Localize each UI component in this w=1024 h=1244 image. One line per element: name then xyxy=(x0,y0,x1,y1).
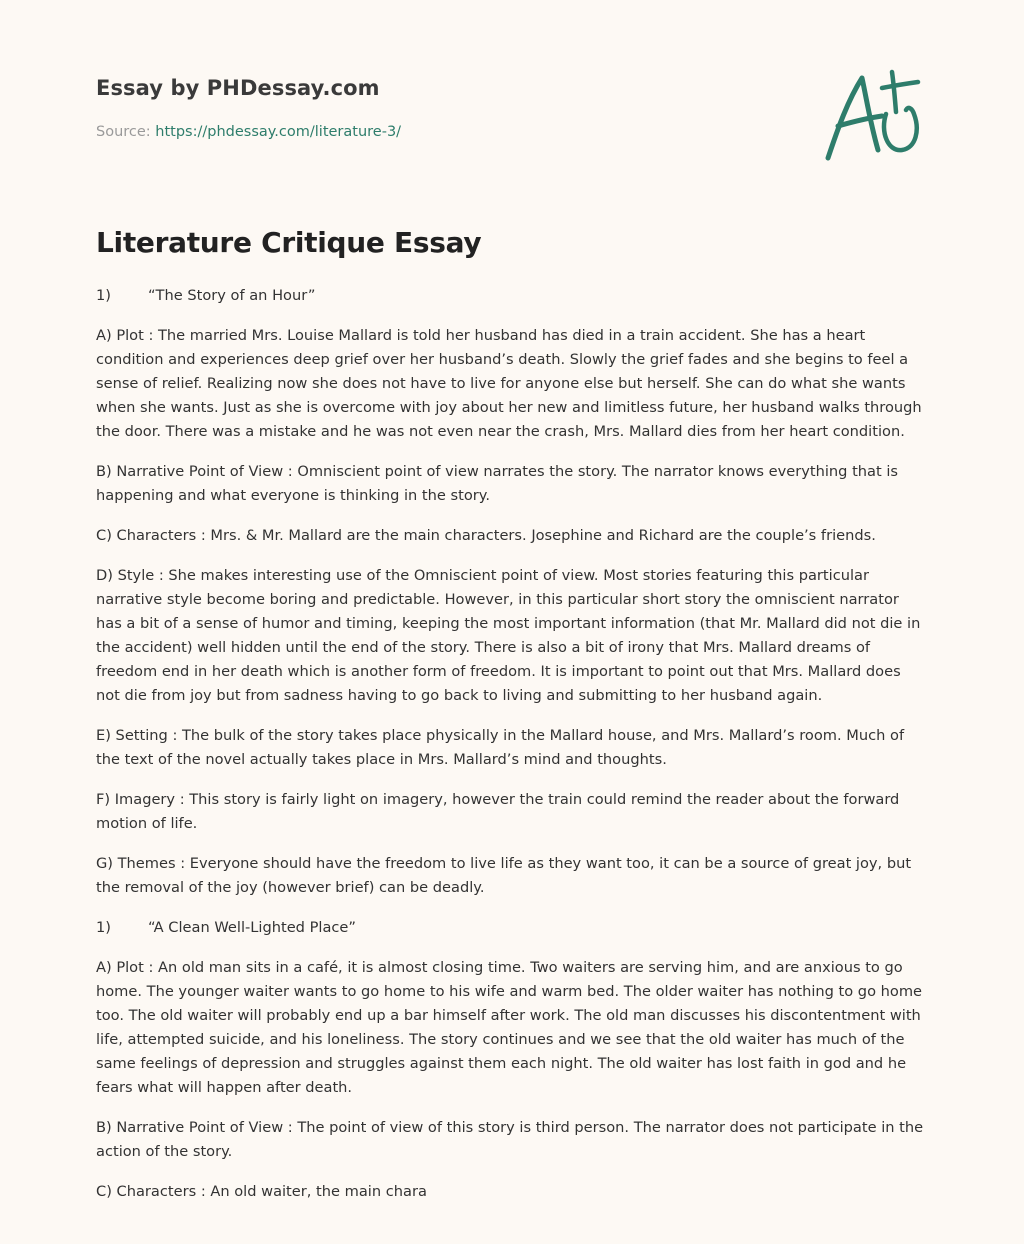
section-heading: 1) “A Clean Well-Lighted Place” xyxy=(96,919,356,936)
source-label: Source: xyxy=(96,124,151,140)
essay-paragraph: A) Plot : An old man sits in a café, it is almost closing time. Two waiters are serving him, and are anxious to go home. The younger waiter wants to go home to his wife and warm bed. The older waiter has nothing to go home too. The old waiter will probably end up a bar himself after work. The old man discusses his discontentment with life, attempted suicide, and his loneliness. The story continues and we see that the old waiter has much of the same feelings of depression and struggles against them each night. The old waiter has lost faith in god and he fears what will happen after death. xyxy=(96,959,923,1096)
essay-paragraph: F) Imagery : This story is fairly light on imagery, however the train could remind the reader about the forward motion of life. xyxy=(96,791,900,832)
document-page xyxy=(96,0,926,1244)
essay-paragraph: E) Setting : The bulk of the story takes place physically in the Mallard house, and Mrs. Mallard’s room. Much of the text of the novel actually takes place in Mrs. Mallard’s mind and thoughts. xyxy=(96,727,905,768)
essay-paragraph: G) Themes : Everyone should have the freedom to live life as they want too, it can be a source of great joy, but the removal of the joy (however brief) can be deadly. xyxy=(96,855,912,896)
essay-body xyxy=(96,284,926,1220)
source-link[interactable]: https://phdessay.com/literature-3/ xyxy=(155,124,402,140)
essay-paragraph: D) Style : She makes interesting use of the Omniscient point of view. Most stories featuring this particular narrative style become boring and predictable. However, in this particular short story the omniscient narrator has a bit of a sense of humor and timing, keeping the most important information (that Mr. Mallard did not die in the accident) well hidden until the end of the story. There is also a bit of irony that Mrs. Mallard dreams of freedom end in her death which is another form of freedom. It is important to point out that Mrs. Mallard does not die from joy but from sadness having to go back to living and submitting to her husband again. xyxy=(96,567,921,704)
site-brand: Essay by PHDessay.com xyxy=(96,76,380,100)
essay-paragraph: C) Characters : An old waiter, the main chara xyxy=(96,1183,427,1200)
essay-paragraph: A) Plot : The married Mrs. Louise Mallard is told her husband has died in a train accident. She has a heart condition and experiences deep grief over her husband’s death. Slowly the grief fades and she begins to feel a sense of relief. Realizing now she does not have to live for anyone else but herself. She can do what she wants when she wants. Just as she is overcome with joy about her new and limitless future, her husband walks through the door. There was a mistake and he was not even near the crash, Mrs. Mallard dies from her heart condition. xyxy=(96,327,922,440)
essay-paragraph: C) Characters : Mrs. & Mr. Mallard are the main characters. Josephine and Richard are the couple’s friends. xyxy=(96,527,876,544)
essay-paragraph: B) Narrative Point of View : The point of view of this story is third person. The narrator does not participate in the action of the story. xyxy=(96,1119,924,1160)
a-plus-logo-icon xyxy=(822,66,926,168)
essay-title: Literature Critique Essay xyxy=(96,226,482,259)
essay-paragraph: B) Narrative Point of View : Omniscient point of view narrates the story. The narrator knows everything that is happening and what everyone is thinking in the story. xyxy=(96,463,899,504)
source-line xyxy=(96,124,401,140)
section-heading: 1) “The Story of an Hour” xyxy=(96,287,316,304)
